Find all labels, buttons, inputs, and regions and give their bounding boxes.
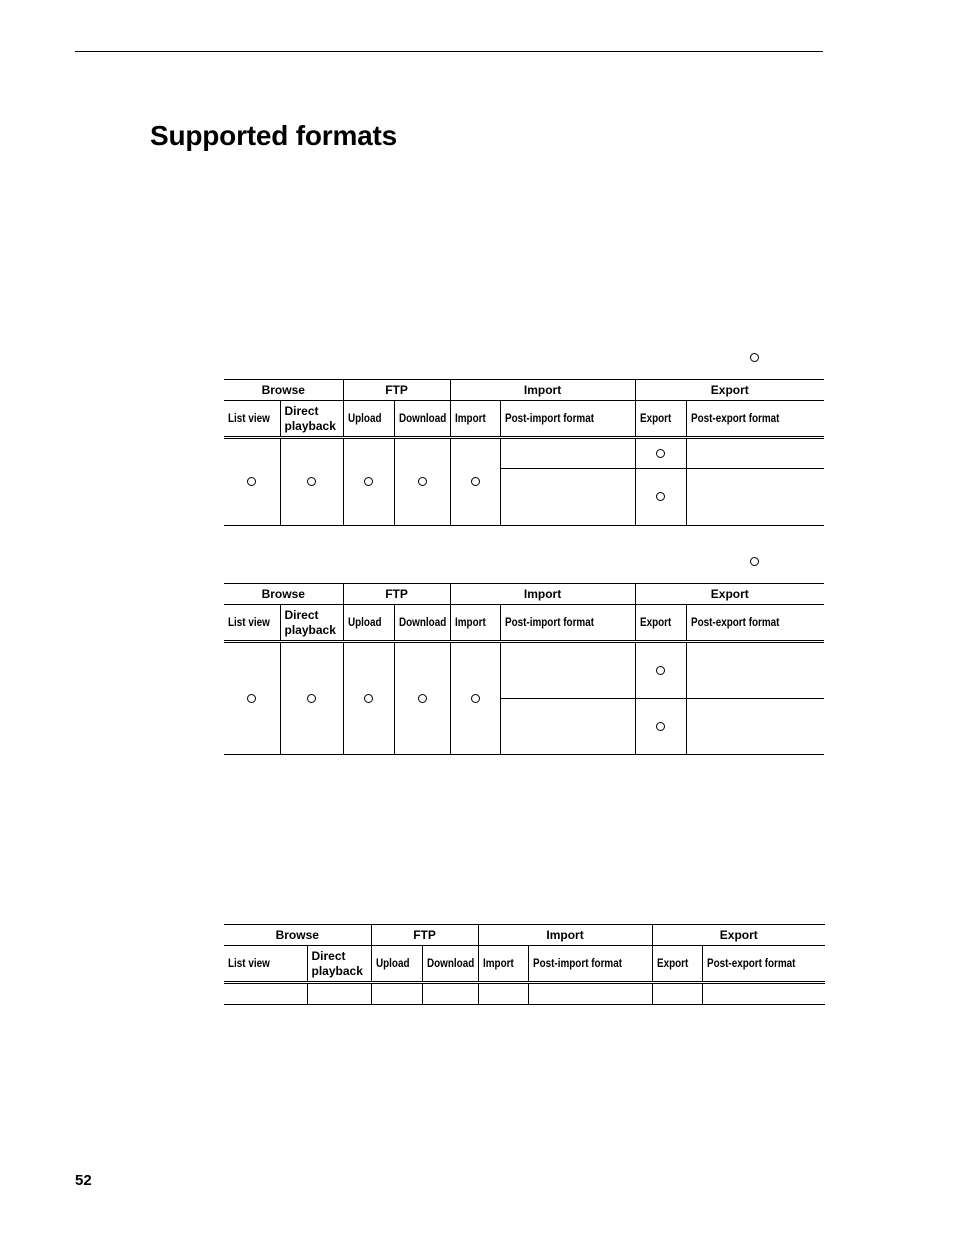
- header-rule: [75, 51, 823, 52]
- col-export: Export: [652, 946, 702, 983]
- col-direct-playback: Direct playback: [307, 946, 371, 983]
- header-export: Export: [635, 380, 824, 401]
- col-download: Download: [394, 605, 450, 642]
- supported-circle-icon: [656, 449, 665, 458]
- cell-list-view: [224, 983, 307, 1005]
- header-import: Import: [450, 380, 635, 401]
- cell-list-view: [224, 438, 280, 526]
- supported-circle-icon: [364, 694, 373, 703]
- cell-export: [652, 983, 702, 1005]
- cell-post-export-format: [686, 642, 824, 699]
- supported-circle-icon: [307, 694, 316, 703]
- supported-circle-icon: [471, 694, 480, 703]
- col-upload: Upload: [343, 401, 394, 438]
- col-import: Import: [450, 401, 500, 438]
- cell-import: [450, 642, 500, 755]
- cell-post-export-format: [686, 469, 824, 526]
- cell-import: [478, 983, 528, 1005]
- col-post-export-format: Post-export format: [686, 401, 824, 438]
- header-import: Import: [450, 584, 635, 605]
- cell-download: [394, 642, 450, 755]
- cell-import: [450, 438, 500, 526]
- cell-direct-playback: [280, 438, 343, 526]
- col-post-export-format: Post-export format: [702, 946, 825, 983]
- col-upload: Upload: [343, 605, 394, 642]
- format-table-3: [224, 924, 825, 1005]
- col-direct-playback: Direct playback: [280, 401, 343, 438]
- cell-upload: [343, 438, 394, 526]
- col-import: Import: [478, 946, 528, 983]
- legend-circle-icon: [750, 353, 759, 362]
- col-upload: Upload: [371, 946, 422, 983]
- cell-post-export-format: [702, 983, 825, 1005]
- cell-export: [635, 699, 686, 755]
- header-ftp: FTP: [343, 584, 450, 605]
- supported-circle-icon: [418, 694, 427, 703]
- col-post-import-format: Post-import format: [500, 605, 635, 642]
- header-browse: Browse: [224, 925, 371, 946]
- col-list-view: List view: [224, 605, 280, 642]
- cell-upload: [371, 983, 422, 1005]
- header-ftp: FTP: [371, 925, 478, 946]
- supported-circle-icon: [656, 666, 665, 675]
- supported-circle-icon: [471, 477, 480, 486]
- col-list-view: List view: [224, 946, 307, 983]
- col-export: Export: [635, 605, 686, 642]
- col-download: Download: [394, 401, 450, 438]
- header-browse: Browse: [224, 380, 343, 401]
- supported-circle-icon: [247, 477, 256, 486]
- supported-circle-icon: [247, 694, 256, 703]
- legend-circle-icon: [750, 557, 759, 566]
- format-table-2: [224, 583, 824, 755]
- header-export: Export: [652, 925, 825, 946]
- cell-export: [635, 469, 686, 526]
- supported-circle-icon: [656, 492, 665, 501]
- col-post-export-format: Post-export format: [686, 605, 824, 642]
- cell-post-import-format: [500, 642, 635, 699]
- cell-direct-playback: [307, 983, 371, 1005]
- cell-export: [635, 438, 686, 469]
- supported-circle-icon: [418, 477, 427, 486]
- cell-post-import-format: [500, 469, 635, 526]
- col-export: Export: [635, 401, 686, 438]
- col-list-view: List view: [224, 401, 280, 438]
- cell-post-import-format: [500, 438, 635, 469]
- cell-post-export-format: [686, 438, 824, 469]
- cell-download: [422, 983, 478, 1005]
- header-import: Import: [478, 925, 652, 946]
- header-ftp: FTP: [343, 380, 450, 401]
- col-import: Import: [450, 605, 500, 642]
- cell-direct-playback: [280, 642, 343, 755]
- supported-circle-icon: [307, 477, 316, 486]
- cell-post-export-format: [686, 699, 824, 755]
- supported-circle-icon: [364, 477, 373, 486]
- cell-download: [394, 438, 450, 526]
- cell-post-import-format: [500, 699, 635, 755]
- col-direct-playback: Direct playback: [280, 605, 343, 642]
- page-number: 52: [75, 1172, 92, 1189]
- col-post-import-format: Post-import format: [500, 401, 635, 438]
- header-browse: Browse: [224, 584, 343, 605]
- cell-post-import-format: [528, 983, 652, 1005]
- col-download: Download: [422, 946, 478, 983]
- page-title: Supported formats: [150, 120, 398, 151]
- cell-upload: [343, 642, 394, 755]
- col-post-import-format: Post-import format: [528, 946, 652, 983]
- cell-export: [635, 642, 686, 699]
- header-export: Export: [635, 584, 824, 605]
- cell-list-view: [224, 642, 280, 755]
- format-table-1: [224, 379, 824, 526]
- supported-circle-icon: [656, 722, 665, 731]
